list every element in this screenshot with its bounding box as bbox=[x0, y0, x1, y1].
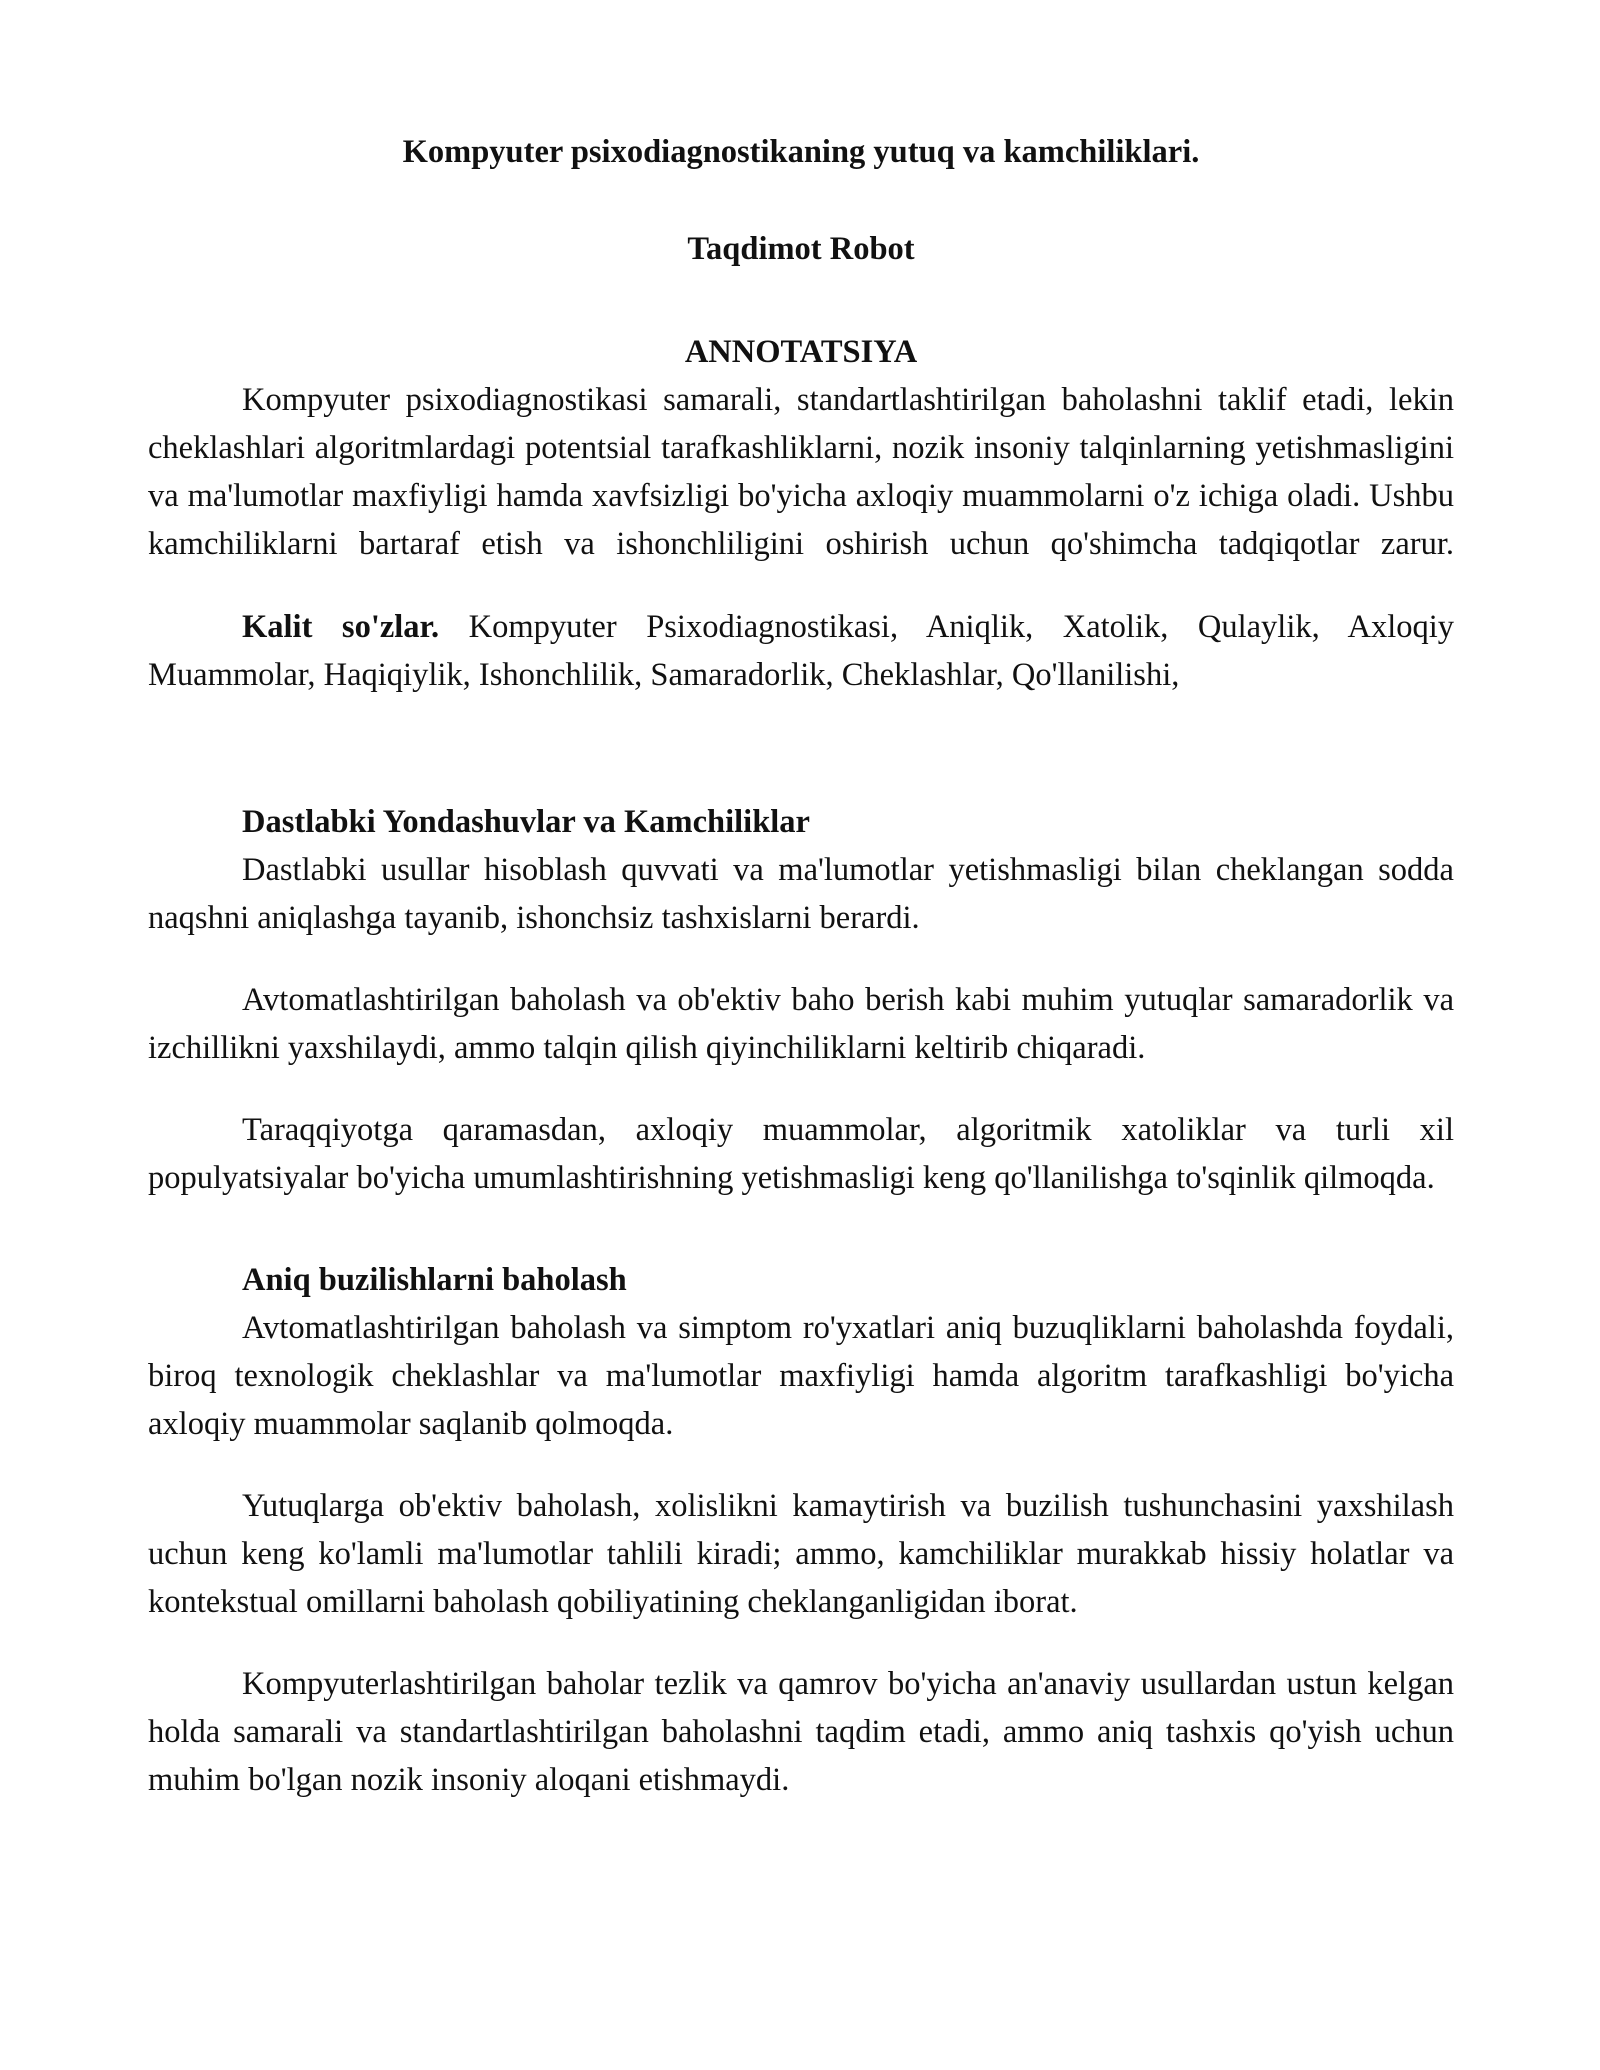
section-paragraph: Yutuqlarga ob'ektiv baholash, xolislikni kamaytirish va buzilish tushunchasini yaxshilash uchun keng ko'lamli ma'lumotlar tahlili kiradi; ammo, kamchiliklar murakkab hissiy holatlar va kontekstual omillarni baholash qobiliyatining cheklanganligidan iborat. bbox=[148, 1488, 1454, 1620]
annotation-paragraph: Kompyuter psixodiagnostikasi samarali, standartlashtirilgan baholashni taklif etadi, lekin cheklashlari algoritmlardagi potentsial tarafkashliklarni, nozik insoniy talqinlarning yetishmasligini va ma'lumotlar maxfiyligi hamda xavfsizligi bo'yicha axloqiy muammolarni o'z ichiga oladi. Ushbu kamchiliklarni bartaraf etish va ishonchliligini oshirish uchun qo'shimcha tadqiqotlar zarur. bbox=[148, 382, 1454, 562]
keywords-label: Kalit so'zlar. bbox=[242, 609, 440, 645]
document-title: Kompyuter psixodiagnostikaning yutuq va kamchiliklari. bbox=[402, 134, 1200, 170]
keywords-paragraph bbox=[148, 603, 1454, 699]
document-page bbox=[148, 128, 1454, 1804]
annotation-heading: ANNOTATSIYA bbox=[684, 334, 918, 370]
section-paragraph: Dastlabki usullar hisoblash quvvati va ma'lumotlar yetishmasligi bilan cheklangan sodda naqshni aniqlashga tayanib, ishonchsiz tashxislarni berardi. bbox=[148, 852, 1454, 936]
section-heading: Dastlabki Yondashuvlar va Kamchiliklar bbox=[242, 804, 810, 840]
section-paragraph: Avtomatlashtirilgan baholash va ob'ektiv baho berish kabi muhim yutuqlar samaradorlik va izchillikni yaxshilaydi, ammo talqin qilish qiyinchiliklarni keltirib chiqaradi. bbox=[148, 982, 1454, 1066]
section-paragraph: Taraqqiyotga qaramasdan, axloqiy muammolar, algoritmik xatoliklar va turli xil populyatsiyalar bo'yicha umumlashtirishning yetishmasligi keng qo'llanilishga to'sqinlik qilmoqda. bbox=[148, 1112, 1454, 1196]
section-heading: Aniq buzilishlarni baholash bbox=[242, 1262, 627, 1298]
section-paragraph: Avtomatlashtirilgan baholash va simptom ro'yxatlari aniq buzuqliklarni baholashda foydali, biroq texnologik cheklashlar va ma'lumotlar maxfiyligi hamda algoritm tarafkashligi bo'yicha axloqiy muammolar saqlanib qolmoqda. bbox=[148, 1310, 1454, 1442]
document-author: Taqdimot Robot bbox=[687, 231, 915, 267]
section-paragraph: Kompyuterlashtirilgan baholar tezlik va qamrov bo'yicha an'anaviy usullardan ustun kelgan holda samarali va standartlashtirilgan baholashni taqdim etadi, ammo aniq tashxis qo'yish uchun muhim bo'lgan nozik insoniy aloqani etishmaydi. bbox=[148, 1666, 1454, 1798]
keywords-list: Kompyuter Psixodiagnostikasi, Aniqlik, Xatolik, Qulaylik, Axloqiy Muammolar, Haqiqiylik, Ishonchlilik, Samaradorlik, Cheklashlar, Qo'llanilishi, bbox=[148, 609, 1454, 693]
